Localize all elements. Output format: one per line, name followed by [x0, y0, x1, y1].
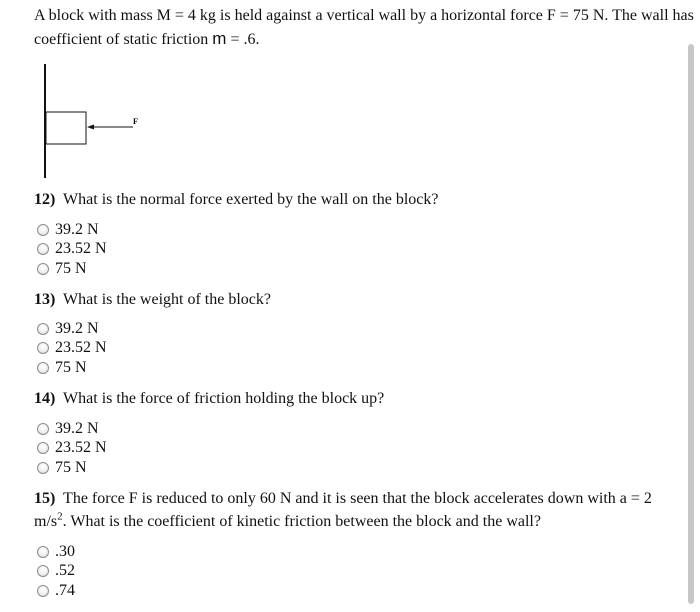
option-13-c[interactable] — [37, 358, 107, 378]
option-label: 23.52 N — [55, 439, 107, 457]
question-text-end: . What is the coefficient of kinetic friction between the block and the wall? — [62, 513, 541, 530]
option-label: 39.2 N — [55, 319, 99, 337]
option-label: 75 N — [55, 259, 87, 277]
option-12-b[interactable] — [37, 240, 107, 260]
mu-symbol: m — [212, 29, 227, 48]
question-text: What is the weight of the block? — [63, 291, 271, 308]
question-12-options — [37, 220, 107, 279]
superscript: 2 — [57, 510, 63, 523]
question-text: The force F is reduced to only 60 N and it is seen that the block accelerates down with a = 2 m/s — [34, 490, 652, 530]
option-label: 23.52 N — [55, 240, 107, 258]
option-12-a[interactable] — [37, 220, 107, 240]
question-14-options — [37, 419, 107, 478]
problem-text: A block with mass M = 4 kg is held against a vertical wall by a horizontal force F = 75 N. The wall has coefficient of static friction — [34, 7, 694, 48]
option-label: .30 — [55, 542, 75, 560]
radio-button-icon[interactable] — [37, 323, 49, 335]
option-14-a[interactable] — [37, 419, 107, 439]
option-label: .52 — [55, 562, 75, 580]
option-label: 23.52 N — [55, 339, 107, 357]
option-15-a[interactable] — [37, 542, 75, 562]
radio-button-icon[interactable] — [37, 442, 49, 454]
problem-statement — [34, 4, 694, 51]
option-13-a[interactable] — [37, 319, 107, 339]
option-14-b[interactable] — [37, 439, 107, 459]
option-14-c[interactable] — [37, 458, 107, 478]
force-label: F — [133, 117, 138, 126]
question-15-options — [37, 542, 75, 601]
question-text: What is the normal force exerted by the wall on the block? — [63, 191, 439, 208]
problem-text-end: = .6. — [226, 31, 260, 48]
question-number: 15) — [34, 490, 56, 507]
radio-button-icon[interactable] — [37, 423, 49, 435]
option-label: 75 N — [55, 358, 87, 376]
option-label: 75 N — [55, 458, 87, 476]
radio-button-icon[interactable] — [37, 546, 49, 558]
force-diagram-svg — [38, 64, 158, 184]
radio-button-icon[interactable] — [37, 462, 49, 474]
scrollbar[interactable] — [688, 44, 694, 604]
question-number: 14) — [34, 390, 56, 407]
radio-button-icon[interactable] — [37, 342, 49, 354]
question-number: 13) — [34, 291, 56, 308]
radio-button-icon[interactable] — [37, 224, 49, 236]
option-label: 39.2 N — [55, 419, 99, 437]
radio-button-icon[interactable] — [37, 565, 49, 577]
question-13-options — [37, 319, 107, 378]
question-text: What is the force of friction holding the block up? — [63, 390, 385, 407]
question-15 — [34, 487, 684, 533]
radio-button-icon[interactable] — [37, 263, 49, 275]
option-12-c[interactable] — [37, 259, 107, 279]
question-14 — [34, 387, 684, 410]
radio-button-icon[interactable] — [37, 362, 49, 374]
question-number: 12) — [34, 191, 56, 208]
block-rect — [46, 112, 86, 144]
force-arrow-head — [87, 125, 94, 130]
option-15-c[interactable] — [37, 581, 75, 601]
option-label: .74 — [55, 581, 75, 599]
question-13 — [34, 288, 684, 311]
force-diagram — [38, 64, 158, 184]
radio-button-icon[interactable] — [37, 243, 49, 255]
option-13-b[interactable] — [37, 339, 107, 359]
option-label: 39.2 N — [55, 220, 99, 238]
radio-button-icon[interactable] — [37, 585, 49, 597]
question-12 — [34, 188, 684, 211]
option-15-b[interactable] — [37, 562, 75, 582]
